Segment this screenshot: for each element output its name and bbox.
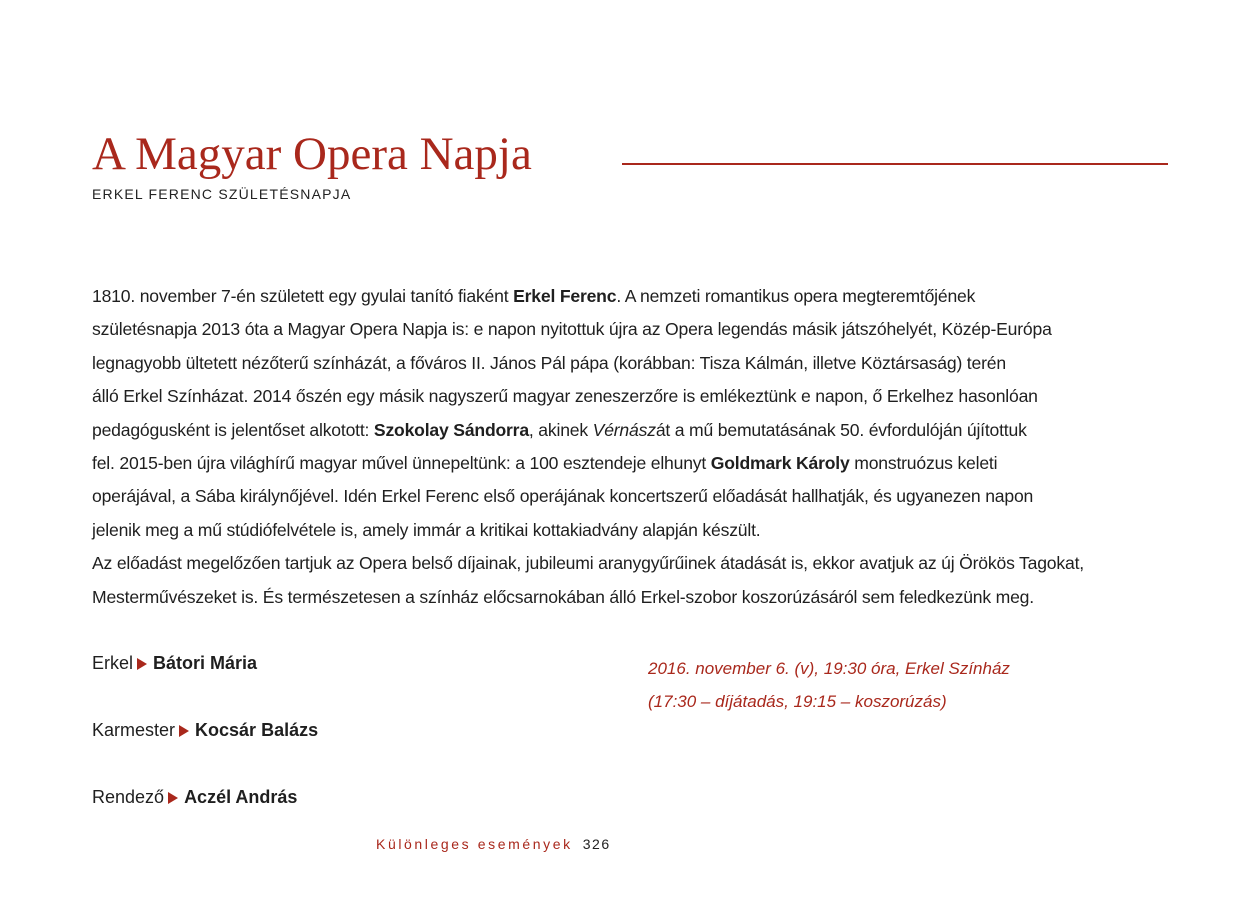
body-line: Az előadást megelőzően tartjuk az Opera belső díjainak, jubileumi aranygyűrűinek átadását is, ekkor avatjuk az új Örökös Tagokat, [92,553,1084,574]
triangle-right-icon [168,792,178,804]
credit-erkel [92,651,257,675]
body-line [92,447,1172,480]
triangle-right-icon [179,725,189,737]
body-text-segment: át a mű bemutatásának 50. évfordulóján újítottuk [655,419,1027,440]
body-text-segment: pedagógusként is jelentőset alkotott: [92,419,374,440]
body-line: jelenik meg a mű stúdiófelvétele is, amely immár a kritikai kottakiadvány alapján készült. [92,519,761,540]
composer-name: Goldmark Károly [710,453,850,474]
credit-director [92,785,297,809]
title-divider [622,163,1168,165]
credit-name: Kocsár Balázs [195,720,319,740]
credit-role: Erkel [92,653,134,673]
body-text-segment: , akinek [528,419,593,440]
body-line: operájával, a Sába királynőjével. Idén Erkel Ferenc első operájának koncertszerű előadását hallhatják, és ugyanezen napon [92,486,1034,507]
composer-name: Szokolay Sándorra [373,419,529,440]
body-line: álló Erkel Színházat. 2014 őszén egy másik nagyszerű magyar zeneszerzőre is emlékeztünk e napon, ő Erkelhez hasonlóan [92,386,1038,407]
body-line [92,280,1172,313]
body-text-segment: fel. 2015-ben újra világhírű magyar művel ünnepeltünk: a 100 esztendeje elhunyt [92,453,711,474]
credit-conductor [92,718,318,742]
credit-name: Aczél András [184,787,298,807]
body-text-segment: . A nemzeti romantikus opera megteremtőjének [616,286,976,306]
page-subtitle: ERKEL FERENC SZÜLETÉSNAPJA [92,186,352,202]
credit-role: Rendező [92,787,165,807]
body-paragraph [92,280,1172,614]
page-footer [376,836,611,852]
page-number: 326 [582,836,611,852]
page-title: A Magyar Opera Napja [92,128,532,180]
body-line: Mesterművészeket is. És természetesen a színház előcsarnokában álló Erkel-szobor koszorúzásáról sem feledkezünk meg. [92,586,1034,607]
title-row [92,124,1168,184]
credit-name: Bátori Mária [153,653,258,673]
credit-role: Karmester [92,720,176,740]
work-title: Vérnász [592,419,656,440]
event-schedule: (17:30 – díjátadás, 19:15 – koszorúzás) [648,692,947,711]
triangle-right-icon [137,658,147,670]
composer-name: Erkel Ferenc [513,286,617,306]
event-info [648,652,1010,718]
footer-section-name: Különleges események [376,836,573,852]
body-line: legnagyobb ültetett nézőterű színházát, a főváros II. János Pál pápa (korábban: Tisza Kálmán, illetve Köztársaság) terén [92,352,1006,373]
body-text-segment: monstruózus keleti [849,453,998,474]
body-line [92,414,1172,447]
event-date: 2016. november 6. (v), 19:30 óra, Erkel Színház [648,659,1010,678]
body-line: születésnapja 2013 óta a Magyar Opera Napja is: e napon nyitottuk újra az Opera legendás másik játszóhelyét, Közép-Európa [92,319,1052,340]
body-text-segment: 1810. november 7-én született egy gyulai tanító fiaként [92,286,514,306]
